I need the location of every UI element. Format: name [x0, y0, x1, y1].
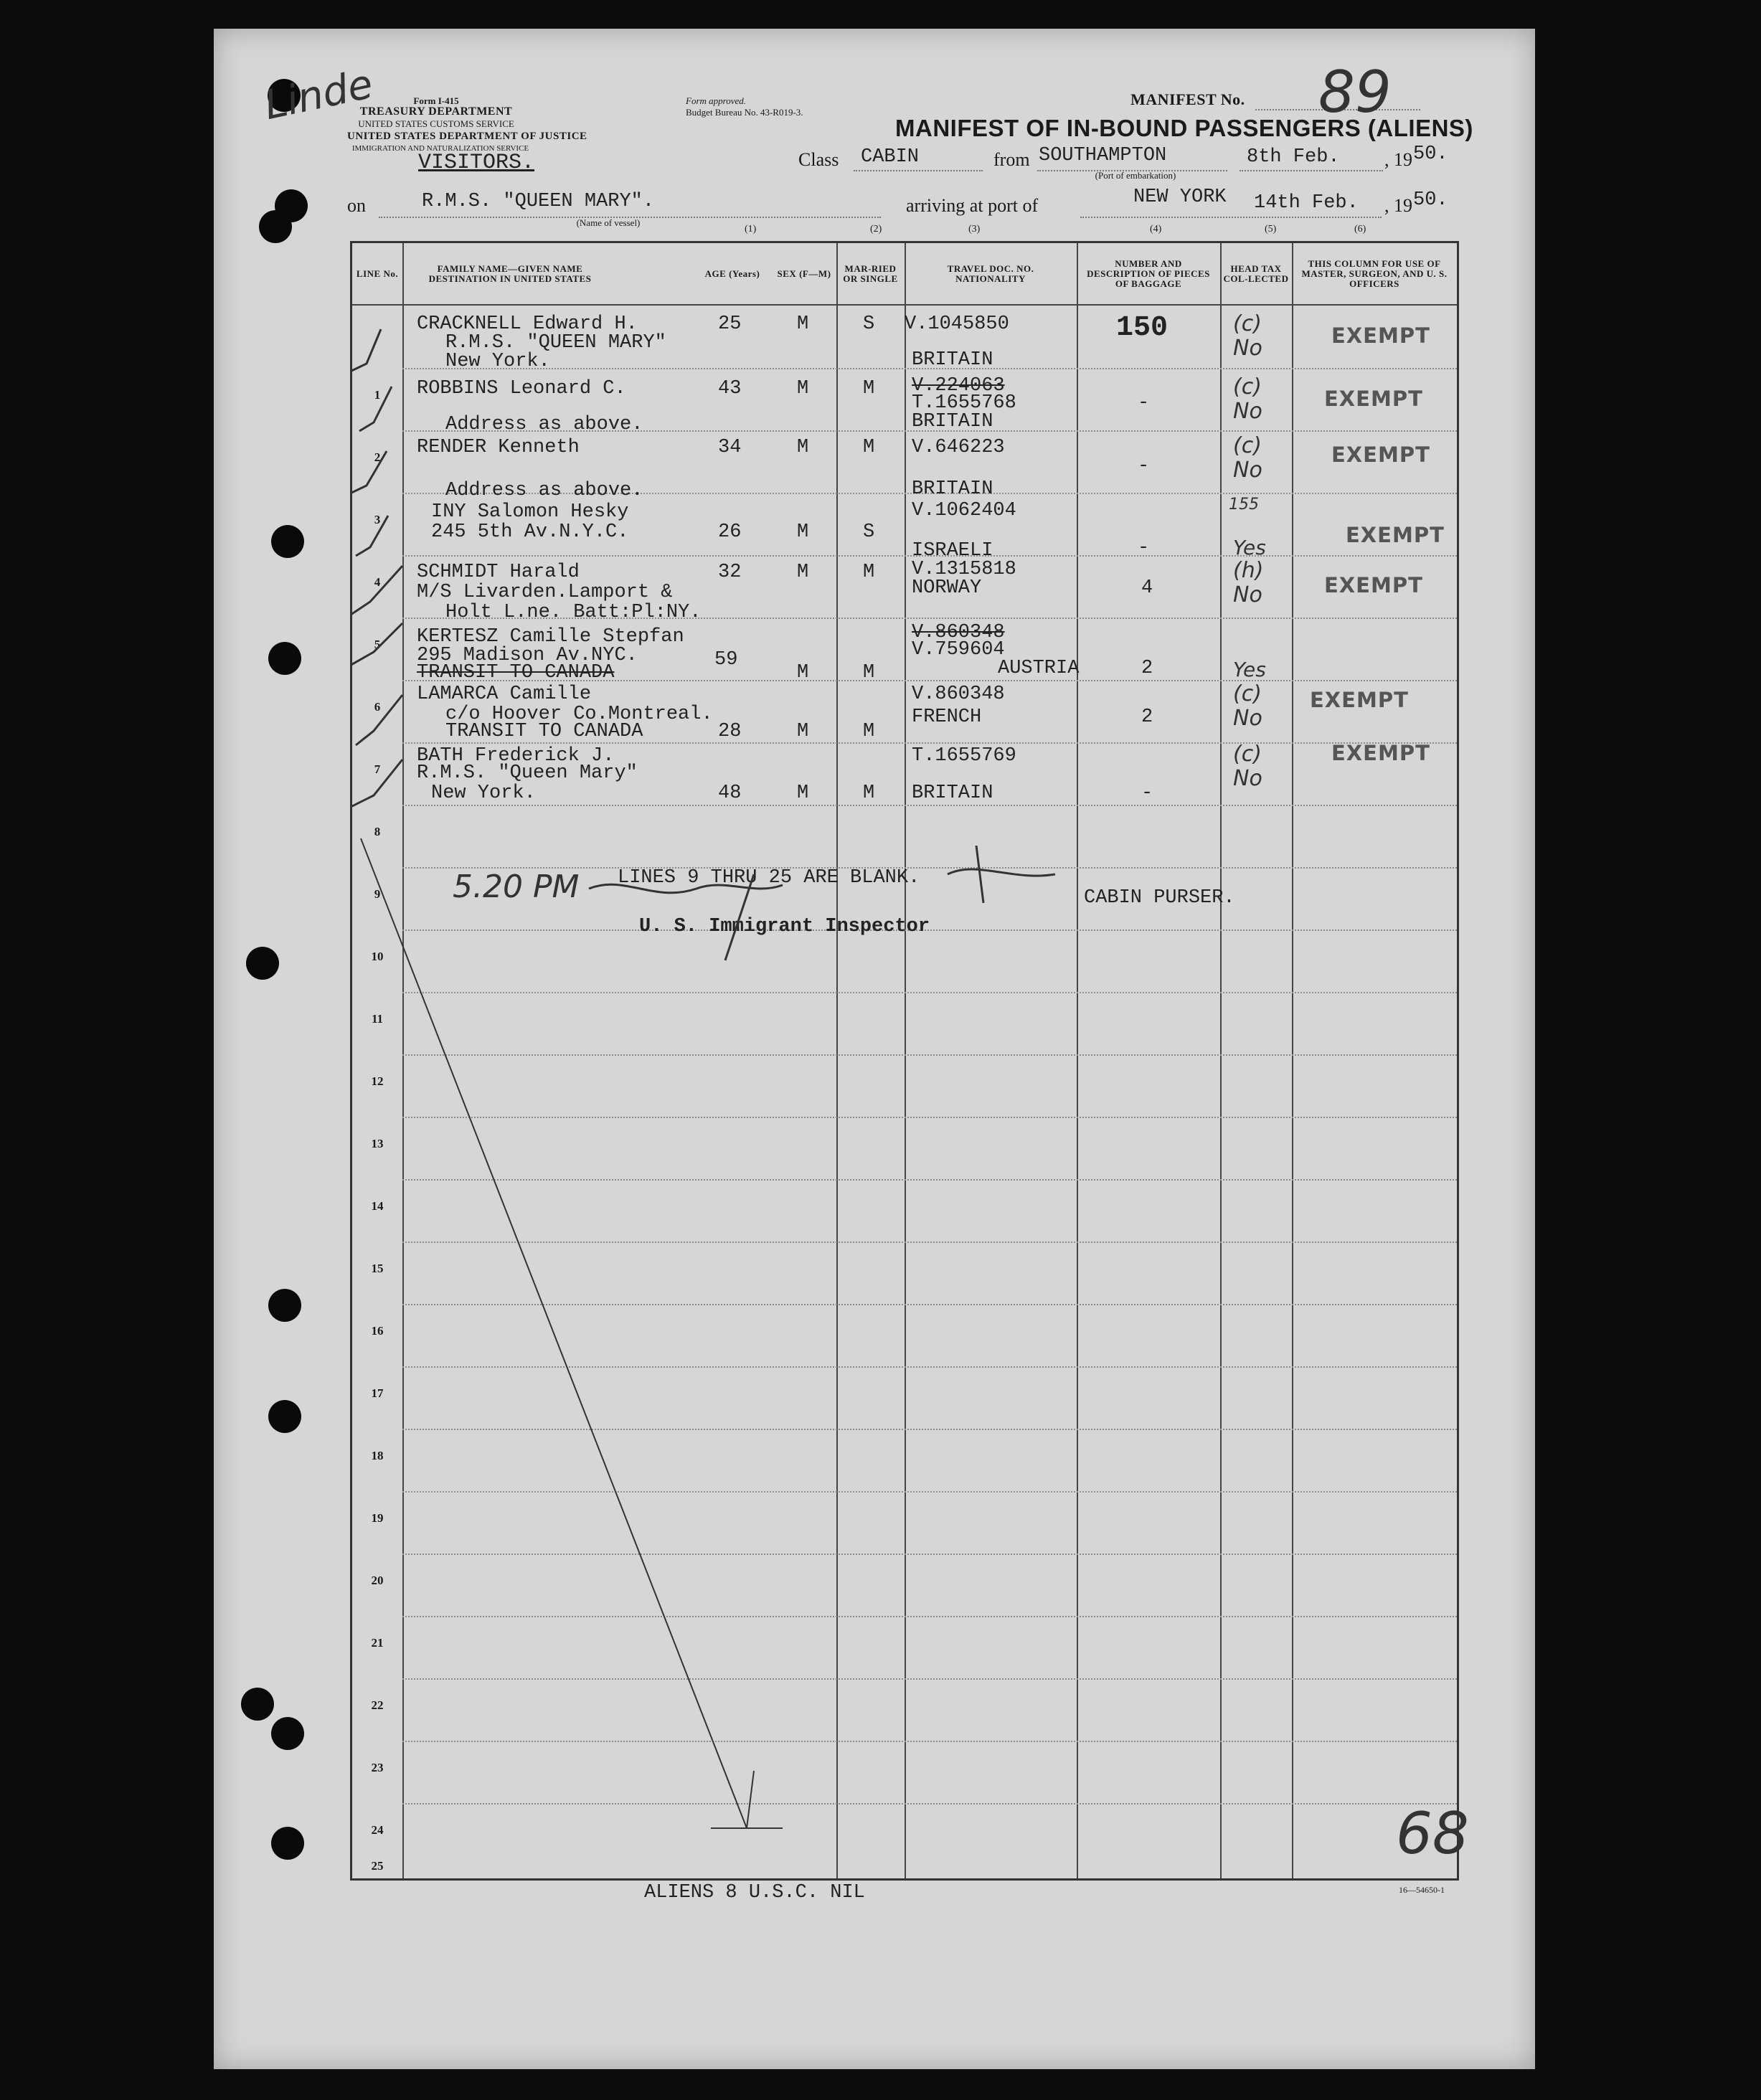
- line-number: 25: [371, 1859, 384, 1873]
- entry-travel-doc-struck: V.860348: [912, 622, 1005, 643]
- punch-hole: [271, 525, 304, 558]
- exempt-stamp: EXEMPT: [1331, 443, 1430, 467]
- line-number: 11: [371, 1012, 384, 1026]
- entry-name: LAMARCA Camille: [417, 684, 592, 705]
- line-number: 3: [374, 513, 381, 526]
- entry-baggage: -: [1138, 455, 1150, 477]
- line-number: 2: [374, 450, 381, 464]
- arrival-year: 50.: [1413, 189, 1448, 211]
- entry-married: M: [863, 562, 875, 583]
- line-number: 7: [374, 762, 381, 776]
- entry-sex: M: [797, 313, 809, 335]
- inspector-label: U. S. Immigrant Inspector: [639, 916, 930, 937]
- punch-hole: [246, 947, 279, 980]
- col-number: (1): [745, 224, 757, 235]
- cancel-line: [361, 838, 747, 1828]
- entry-nationality: AUSTRIA: [998, 658, 1080, 679]
- col-number: (6): [1354, 224, 1366, 235]
- entry-sex: M: [797, 521, 809, 543]
- punch-hole: [268, 1289, 301, 1322]
- header-married: MAR-RIED OR SINGLE: [843, 262, 898, 284]
- line-number: 6: [374, 700, 381, 714]
- entry-age: 43: [718, 378, 742, 399]
- entry-nationality: FRENCH: [912, 706, 982, 728]
- entry-nationality: NORWAY: [912, 577, 982, 599]
- cabin-purser: CABIN PURSER.: [1084, 887, 1235, 909]
- punch-hole: [259, 210, 292, 243]
- entry-nationality: BRITAIN: [912, 411, 993, 432]
- header-line-no: LINE No.: [356, 268, 399, 279]
- line-number: 4: [374, 575, 381, 589]
- depart-year: 50.: [1413, 143, 1448, 165]
- line-number: 18: [371, 1449, 384, 1462]
- line-number: 12: [371, 1074, 384, 1088]
- budget-bureau: Budget Bureau No. 43-R019-3.: [686, 107, 803, 118]
- entry-travel-doc: V.1315818: [912, 559, 1016, 580]
- entry-travel-doc: V.860348: [912, 684, 1005, 705]
- vessel-caption: (Name of vessel): [576, 217, 641, 228]
- treasury-dept: TREASURY DEPARTMENT: [359, 105, 513, 118]
- entry-baggage: -: [1138, 392, 1150, 414]
- manifest-page: [214, 29, 1535, 2069]
- entry-travel-doc: V.1045850: [905, 313, 1009, 335]
- head-tax-note: 155: [1229, 496, 1259, 514]
- col-number: (3): [968, 224, 981, 235]
- port-embark-caption: (Port of embarkation): [1095, 170, 1176, 181]
- entry-name: RENDER Kenneth: [417, 437, 580, 458]
- form-serial: 16—54650-1: [1399, 1885, 1445, 1895]
- entry-head-tax: (c) No: [1233, 311, 1262, 361]
- header-baggage: NUMBER AND DESCRIPTION OF PIECES OF BAGGAGE: [1087, 257, 1210, 289]
- entry-travel-doc: V.1062404: [912, 500, 1016, 521]
- entry-nationality: BRITAIN: [912, 478, 993, 500]
- entry-age: 25: [718, 313, 742, 335]
- entry-head-tax: (c) No: [1233, 433, 1262, 483]
- header-name: FAMILY NAME—GIVEN NAME DESTINATION IN UNITED STATES: [428, 262, 592, 284]
- check-mark: [352, 329, 381, 372]
- entry-address: TRANSIT TO CANADA: [445, 721, 643, 742]
- entry-baggage: 2: [1141, 706, 1153, 728]
- entry-address: M/S Livarden.Lamport &: [417, 582, 673, 603]
- entry-nationality: BRITAIN: [912, 782, 993, 804]
- entry-address: New York.: [431, 782, 536, 804]
- entry-sex: M: [797, 562, 809, 583]
- signature-mark: [948, 869, 1055, 876]
- entry-address: R.M.S. "Queen Mary": [417, 762, 638, 784]
- justice-dept: UNITED STATES DEPARTMENT OF JUSTICE: [347, 131, 587, 142]
- entry-sex: M: [797, 782, 809, 804]
- check-mark: [352, 451, 387, 494]
- line-number: 13: [371, 1137, 384, 1150]
- entry-address: R.M.S. "QUEEN MARY": [445, 332, 666, 354]
- header-head-tax: HEAD TAX COL-LECTED: [1223, 262, 1289, 284]
- entry-travel-doc-struck: V.224063: [912, 375, 1005, 397]
- entry-head-tax: Yes: [1233, 536, 1266, 559]
- line-number: 22: [371, 1698, 384, 1712]
- entry-sex: M: [797, 437, 809, 458]
- entry-age: 32: [718, 562, 742, 583]
- entry-address: 295 Madison Av.NYC.: [417, 645, 638, 666]
- class-label: Class: [798, 149, 839, 170]
- exempt-stamp: EXEMPT: [1331, 323, 1430, 348]
- arriving-label: arriving at port of: [906, 195, 1039, 216]
- entry-married: M: [863, 782, 875, 804]
- depart-year-prefix: , 19: [1384, 149, 1412, 170]
- check-mark: [352, 760, 402, 810]
- arrival-date: 14th Feb.: [1254, 192, 1359, 214]
- entry-nationality: BRITAIN: [912, 349, 993, 371]
- entry-married: S: [863, 521, 875, 543]
- entry-head-tax: Yes: [1233, 658, 1266, 681]
- inspector-signature: [589, 884, 783, 893]
- exempt-stamp: EXEMPT: [1324, 387, 1423, 411]
- check-mark: [352, 623, 402, 666]
- entry-name: ROBBINS Leonard C.: [417, 378, 626, 399]
- entry-nationality: ISRAELI: [912, 540, 993, 562]
- entry-sex: M: [797, 378, 809, 399]
- exempt-stamp: EXEMPT: [1324, 573, 1423, 597]
- entry-baggage: 2: [1141, 658, 1153, 679]
- col-number: (4): [1150, 224, 1162, 235]
- exempt-stamp: EXEMPT: [1346, 523, 1445, 547]
- from-label: from: [993, 149, 1030, 170]
- entry-married: M: [863, 662, 875, 684]
- exempt-stamp: EXEMPT: [1331, 741, 1430, 765]
- entry-married: M: [863, 721, 875, 742]
- col-number: (2): [870, 224, 882, 235]
- entry-head-tax: (h) No: [1233, 558, 1264, 607]
- line-number: 15: [371, 1262, 384, 1275]
- line-number: 14: [371, 1199, 384, 1213]
- manifest-title: MANIFEST OF IN-BOUND PASSENGERS (ALIENS): [895, 115, 1473, 141]
- form-approved: Form approved.: [686, 95, 747, 106]
- punch-hole: [268, 1400, 301, 1433]
- entry-address: Address as above.: [445, 480, 643, 501]
- line-number: 19: [371, 1511, 384, 1525]
- punch-hole: [241, 1688, 274, 1721]
- check-mark: [356, 516, 388, 556]
- entry-age: 59: [714, 649, 738, 671]
- manifest-no-label: MANIFEST No.: [1130, 90, 1245, 108]
- entry-head-tax: (c) No: [1233, 374, 1262, 424]
- line-number: 23: [371, 1761, 384, 1774]
- form-number: Form I-415: [413, 95, 459, 106]
- line-number: 1: [374, 388, 381, 402]
- check-mark: [359, 387, 392, 431]
- line-number: 9: [374, 887, 381, 901]
- visitors-label: VISITORS.: [418, 151, 535, 175]
- line-number: 20: [371, 1574, 384, 1587]
- arrival-port: NEW YORK: [1133, 186, 1227, 208]
- customs-service: UNITED STATES CUSTOMS SERVICE: [358, 118, 514, 129]
- entry-age: 48: [718, 782, 742, 804]
- entry-married: S: [863, 313, 875, 335]
- signature-mark: [976, 846, 983, 903]
- ins-service: IMMIGRATION AND NATURALIZATION SERVICE: [351, 144, 529, 153]
- entry-travel-doc: T.1655768: [912, 392, 1016, 414]
- manifest-no-value: 89: [1318, 59, 1392, 126]
- entry-baggage: -: [1141, 782, 1153, 804]
- port-embarkation: SOUTHAMPTON: [1039, 145, 1167, 166]
- line-number: 10: [371, 950, 384, 963]
- check-mark: [356, 695, 402, 745]
- punch-hole: [271, 1717, 304, 1750]
- line-number: 24: [371, 1823, 384, 1837]
- blank-lines-note: LINES 9 THRU 25 ARE BLANK.: [618, 867, 920, 889]
- cancel-line: [747, 1771, 754, 1828]
- corner-number: 68: [1396, 1800, 1469, 1867]
- header-sex: SEX (F—M): [777, 268, 831, 279]
- vessel-name: R.M.S. "QUEEN MARY".: [422, 191, 655, 212]
- line-number: 8: [374, 825, 381, 838]
- entry-name: CRACKNELL Edward H.: [417, 313, 638, 335]
- arrival-year-prefix: , 19: [1384, 195, 1412, 216]
- depart-date: 8th Feb.: [1247, 146, 1340, 168]
- exempt-stamp: EXEMPT: [1310, 688, 1409, 712]
- entry-address: Holt L.ne. Batt:Pl:NY.: [445, 602, 702, 623]
- entry-name: SCHMIDT Harald: [417, 562, 580, 583]
- entry-travel-doc: V.646223: [912, 437, 1005, 458]
- col-number: (5): [1265, 224, 1277, 235]
- check-mark: [352, 566, 402, 616]
- top-handwritten-note: Linde: [260, 60, 377, 130]
- line-number: 16: [371, 1324, 384, 1338]
- line-number: 17: [371, 1386, 384, 1400]
- entry-married: M: [863, 437, 875, 458]
- entry-travel-doc: T.1655769: [912, 745, 1016, 767]
- line-number: 21: [371, 1636, 384, 1650]
- punch-hole: [268, 642, 301, 675]
- entry-name: BATH Frederick J.: [417, 745, 615, 767]
- entry-age: 26: [718, 521, 742, 543]
- entry-address: Address as above.: [445, 414, 643, 435]
- header-age: AGE (Years): [704, 268, 760, 279]
- entry-age: 28: [718, 721, 742, 742]
- line-number: 5: [374, 638, 381, 651]
- entry-married: M: [863, 378, 875, 399]
- pencil-marks: [352, 243, 1457, 1878]
- entry-address: c/o Hoover Co.Montreal.: [445, 704, 713, 725]
- punch-hole: [271, 1827, 304, 1860]
- entry-address: New York.: [445, 351, 550, 372]
- passenger-table: [350, 241, 1459, 1881]
- time-stamp: 5.20 PM: [453, 869, 580, 905]
- entry-baggage: 150: [1116, 312, 1169, 344]
- entry-age: 34: [718, 437, 742, 458]
- entry-address: TRANSIT TO CANADA: [417, 662, 615, 684]
- entry-name: INY Salomon Hesky: [431, 501, 629, 523]
- header-officers: THIS COLUMN FOR USE OF MASTER, SURGEON, AND U. S. OFFICERS: [1301, 257, 1448, 289]
- entry-name: KERTESZ Camille Stepfan: [417, 626, 684, 648]
- entry-sex: M: [797, 662, 809, 684]
- entry-address: 245 5th Av.N.Y.C.: [431, 521, 629, 543]
- entry-head-tax: (c) No: [1233, 742, 1262, 791]
- on-label: on: [347, 195, 366, 216]
- header-travel-doc: TRAVEL DOC. NO. NATIONALITY: [947, 262, 1034, 284]
- entry-baggage: -: [1138, 537, 1150, 559]
- entry-travel-doc: V.759604: [912, 639, 1005, 661]
- entry-baggage: 4: [1141, 577, 1153, 599]
- aliens-count: ALIENS 8 U.S.C. NIL: [644, 1882, 865, 1903]
- entry-head-tax: (c) No: [1233, 681, 1262, 731]
- class-value: CABIN: [861, 146, 920, 168]
- entry-sex: M: [797, 721, 809, 742]
